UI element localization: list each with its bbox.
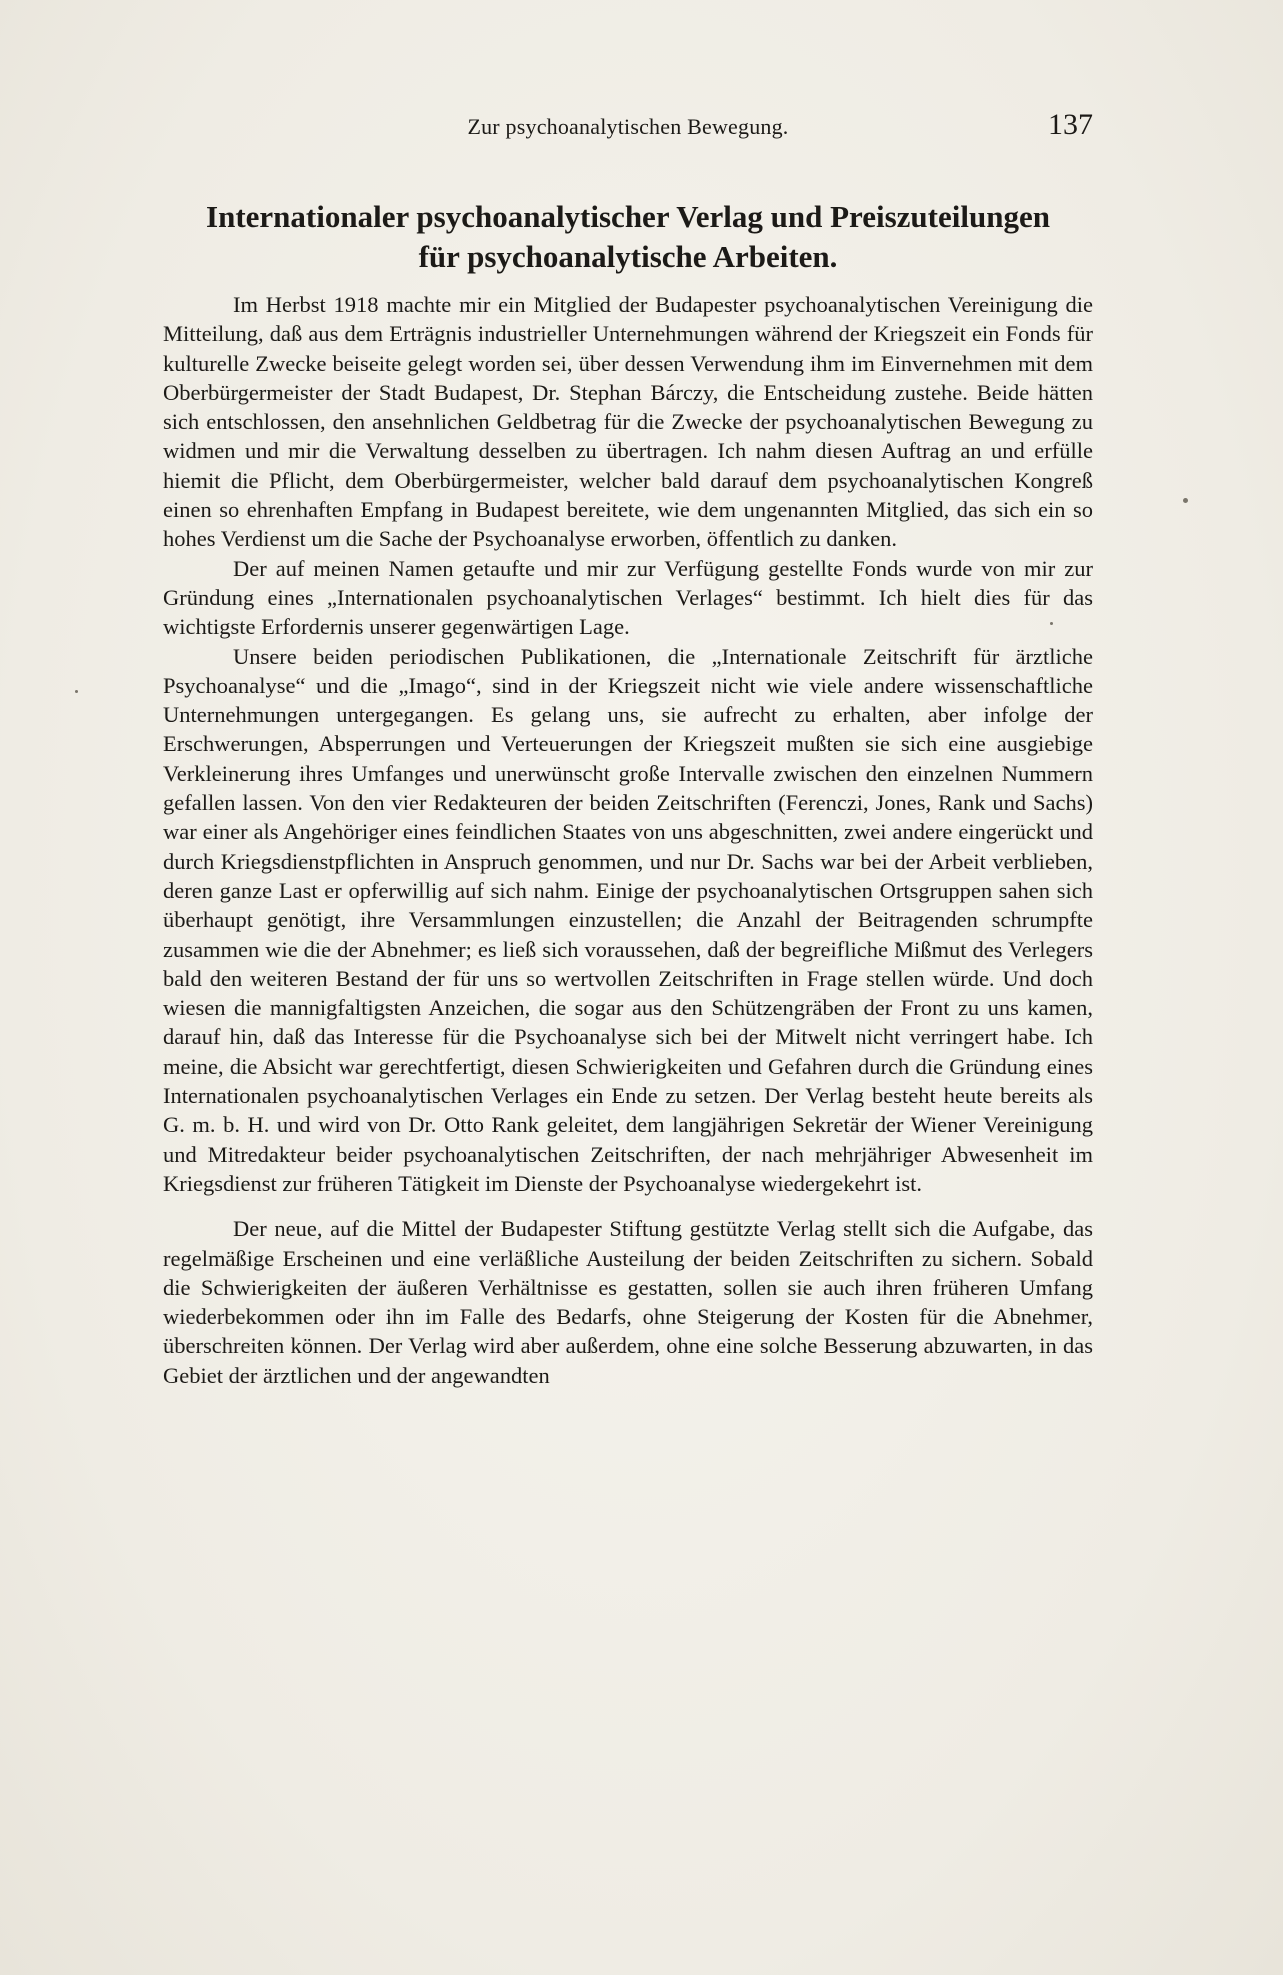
print-speck xyxy=(75,690,78,693)
page-number: 137 xyxy=(1048,108,1093,141)
article-title-line-1: Internationaler psychoanalytischer Verlag und Preiszuteilungen xyxy=(206,199,1050,234)
article-title xyxy=(163,197,1093,277)
paragraph: Der neue, auf die Mittel der Budapester Stiftung gestützte Verlag stellt sich die Aufgabe, das regelmäßige Erscheinen und eine verläßliche Austeilung der beiden Zeitschriften zu sichern. Sobald die Schwierigkeiten der äußeren Verhältnisse es gestatten, sollen sie auch ihren früheren Umfang wiederbekommen oder ihn im Falle des Bedarfs, ohne Steigerung der Kosten für die Abnehmer, überschreiten können. Der Verlag wird aber außerdem, ohne eine solche Besserung abzuwarten, in das Gebiet der ärztlichen und der angewandten xyxy=(163,1216,1093,1388)
running-header xyxy=(163,108,1093,148)
article-body xyxy=(163,290,1093,1390)
article-title-line-2: für psychoanalytische Arbeiten. xyxy=(418,239,838,274)
paragraph: Der auf meinen Namen getaufte und mir zur Verfügung gestellte Fonds wurde von mir zur Gründung eines „Internationalen psychoanalytischen Verlages“ bestimmt. Ich hielt dies für das wichtigste Erfordernis unserer gegenwärtigen Lage. xyxy=(163,555,1093,640)
running-title: Zur psychoanalytischen Bewegung. xyxy=(467,114,789,139)
print-speck xyxy=(1050,622,1053,625)
print-speck xyxy=(1183,498,1188,503)
paragraph: Unsere beiden periodischen Publikationen, die „Internationale Zeitschrift für ärztliche Psychoanalyse“ und die „Imago“, sind in der Kriegszeit nicht wie viele andere wissenschaftliche Unternehmungen untergegangen. Es gelang uns, sie aufrecht zu erhalten, aber infolge der Erschwerungen, Absperrungen und Verteuerungen der Kriegszeit mußten sie sich eine ausgiebige Verkleinerung ihres Umfanges und unerwünscht große Intervalle zwischen den einzelnen Nummern gefallen lassen. Von den vier Redakteuren der beiden Zeitschriften (Ferenczi, Jones, Rank und Sachs) war einer als Angehöriger eines feindlichen Staates von uns abgeschnitten, zwei andere eingerückt und durch Kriegsdienstpflichten in Anspruch genommen, und nur Dr. Sachs war bei der Arbeit verblieben, deren ganze Last er opferwillig auf sich nahm. Einige der psychoanalytischen Ortsgruppen sahen sich überhaupt genötigt, ihre Versammlungen einzustellen; die Anzahl der Beitragenden schrumpfte zusammen wie die der Abnehmer; es ließ sich voraussehen, daß der begreifliche Mißmut des Verlegers bald den weiteren Bestand der für uns so wertvollen Zeitschriften in Frage stellen würde. Und doch wiesen die mannigfaltigsten Anzeichen, die sogar aus den Schützengräben der Front zu uns kamen, darauf hin, daß das Interesse für die Psychoanalyse sich bei der Mitwelt nicht verringert habe. Ich meine, die Absicht war gerechtfertigt, diesen Schwierigkeiten und Gefahren durch die Gründung eines Internationalen psychoanalytischen Verlages ein Ende zu setzen. Der Verlag besteht heute bereits als G. m. b. H. und wird von Dr. Otto Rank geleitet, dem langjährigen Sekretär der Wiener Vereinigung und Mitredakteur beider psychoanalytischen Zeitschriften, der nach mehrjähriger Abwesenheit im Kriegsdienst zur früheren Tätigkeit im Dienste der Psychoanalyse wiedergekehrt ist. xyxy=(163,643,1093,1196)
paragraph: Im Herbst 1918 machte mir ein Mitglied der Budapester psychoanalytischen Vereinigung die Mitteilung, daß aus dem Erträgnis industrieller Unternehmungen während der Kriegszeit ein Fonds für kulturelle Zwecke beiseite gelegt worden sei, über dessen Verwendung ihm im Einvernehmen mit dem Oberbürgermeister der Stadt Budapest, Dr. Stephan Bárczy, die Entscheidung zustehe. Beide hätten sich entschlossen, den ansehnlichen Geldbetrag für die Zwecke der psychoanalytischen Bewegung zu widmen und mir die Verwaltung desselben zu übertragen. Ich nahm diesen Auftrag an und erfülle hiemit die Pflicht, dem Oberbürgermeister, welcher bald darauf dem psychoanalytischen Kongreß einen so ehrenhaften Empfang in Budapest bereitete, wie dem ungenannten Mitglied, das sich ein so hohes Verdienst um die Sache der Psychoanalyse erworben, öffentlich zu danken. xyxy=(163,292,1093,552)
